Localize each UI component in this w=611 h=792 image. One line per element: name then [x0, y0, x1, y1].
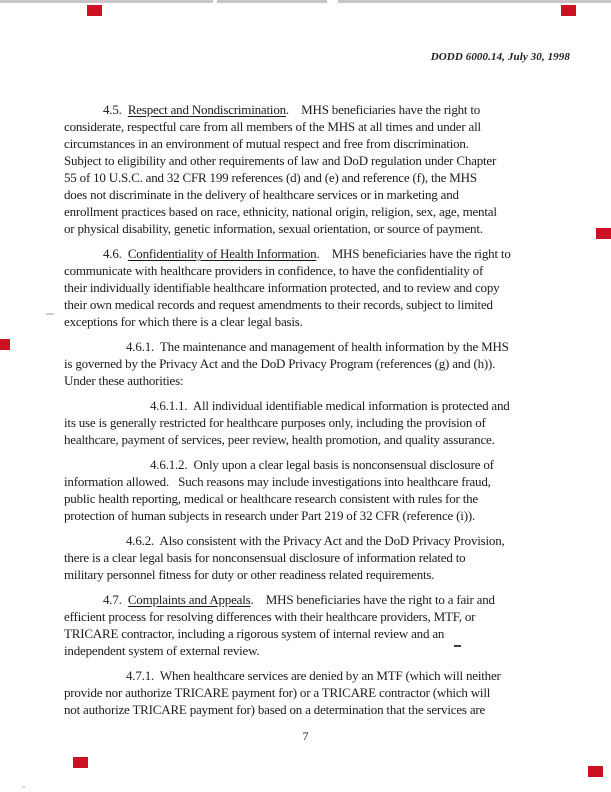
text-segment: 4.7.1. When healthcare services are denied by an MTF (which will neither	[126, 668, 501, 683]
scan-speck	[46, 313, 54, 315]
text-line: circumstances in an environment of mutual respect and free from discrimination.	[64, 136, 469, 151]
text-line	[64, 245, 584, 262]
text-line: public health reporting, medical or healthcare research consistent with rules for the	[64, 491, 478, 506]
text-line: exceptions for which there is a clear legal basis.	[64, 314, 303, 329]
text-segment: 4.6.1.1. All individual identifiable medical information is protected and	[150, 398, 510, 413]
paragraph-4-6-1-2	[64, 456, 584, 524]
paragraph-4-6	[64, 245, 584, 330]
text-segment: . MHS beneficiaries have the right to a fair and	[250, 592, 495, 607]
paragraph-4-7-1	[64, 667, 584, 718]
text-segment: 4.7.	[103, 592, 128, 607]
text-line	[64, 338, 584, 355]
scan-speck	[22, 786, 25, 788]
text-line: Under these authorities:	[64, 373, 184, 388]
scan-edge-line	[0, 0, 213, 3]
red-mark	[588, 766, 603, 777]
text-segment: 4.5.	[103, 102, 128, 117]
red-mark	[0, 339, 10, 350]
text-line: information allowed. Such reasons may include investigations into healthcare fraud,	[64, 474, 491, 489]
text-line	[64, 397, 584, 414]
text-line: there is a clear legal basis for nonconsensual disclosure of information related to	[64, 550, 466, 565]
section-heading: Complaints and Appeals	[127, 592, 251, 607]
text-line: Subject to eligibility and other requirements of law and DoD regulation under Chapter	[64, 153, 497, 168]
text-line: does not discriminate in the delivery of healthcare services or in marketing and	[64, 187, 459, 202]
section-heading: Confidentiality of Health Information	[127, 246, 317, 261]
text-line: is governed by the Privacy Act and the DoD Privacy Program (references (g) and (h)).	[64, 356, 496, 371]
text-line: military personnel fitness for duty or other readiness related requirements.	[64, 567, 435, 582]
text-segment: 4.6.	[103, 246, 128, 261]
text-line: considerate, respectful care from all members of the MHS at all times and under all	[64, 119, 481, 134]
paragraph-4-6-2	[64, 532, 584, 583]
text-line: its use is generally restricted for healthcare purposes only, including the provision of	[64, 415, 486, 430]
text-line: 55 of 10 U.S.C. and 32 CFR 199 references (d) and (e) and reference (f), the MHS	[64, 170, 477, 185]
red-mark	[87, 5, 102, 16]
paragraph-4-6-1	[64, 338, 584, 389]
paragraph-4-7	[64, 591, 584, 659]
text-line	[64, 456, 584, 473]
red-mark	[73, 757, 88, 768]
text-line: or physical disability, genetic information, sexual orientation, or source of payment.	[64, 221, 483, 236]
text-line	[64, 667, 584, 684]
text-line	[64, 532, 584, 549]
scan-edge-line	[338, 0, 611, 3]
text-line: their own medical records and request amendments to their records, subject to limited	[64, 297, 493, 312]
text-line: communicate with healthcare providers in confidence, to have the confidentiality of	[64, 263, 484, 278]
text-line: provide nor authorize TRICARE payment for) or a TRICARE contractor (which will	[64, 685, 491, 700]
text-line: healthcare, payment of services, peer review, health promotion, and quality assurance.	[64, 432, 495, 447]
text-line: independent system of external review.	[64, 643, 260, 658]
text-segment: 4.6.2. Also consistent with the Privacy Act and the DoD Privacy Provision,	[126, 533, 505, 548]
text-line: protection of human subjects in research under Part 219 of 32 CFR (reference (i)).	[64, 508, 476, 523]
scan-edge-line	[217, 0, 327, 3]
red-mark	[561, 5, 576, 16]
document-body	[64, 101, 584, 726]
text-segment: . MHS beneficiaries have the right to	[316, 246, 511, 261]
text-line: their individually identifiable healthcare information protected, and to review and copy	[64, 280, 500, 295]
text-line: TRICARE contractor, including a rigorous system of internal review and an	[64, 626, 445, 641]
text-line: enrollment practices based on race, ethnicity, national origin, religion, sex, age, mental	[64, 204, 497, 219]
page-number: 7	[302, 729, 309, 743]
text-segment: . MHS beneficiaries have the right to	[285, 102, 481, 117]
text-line	[64, 591, 584, 608]
red-mark	[596, 228, 611, 239]
section-heading: Respect and Nondiscrimination	[127, 102, 286, 117]
text-line: not authorize TRICARE payment for) based on a determination that the services are	[64, 702, 486, 717]
paragraph-4-6-1-1	[64, 397, 584, 448]
paragraph-4-5	[64, 101, 584, 237]
text-line	[64, 101, 584, 118]
document-header: DODD 6000.14, July 30, 1998	[430, 51, 570, 63]
text-segment: 4.6.1. The maintenance and management of health information by the MHS	[126, 339, 509, 354]
text-line: efficient process for resolving differences with their healthcare providers, MTF, or	[64, 609, 476, 624]
text-segment: 4.6.1.2. Only upon a clear legal basis is nonconsensual disclosure of	[150, 457, 494, 472]
